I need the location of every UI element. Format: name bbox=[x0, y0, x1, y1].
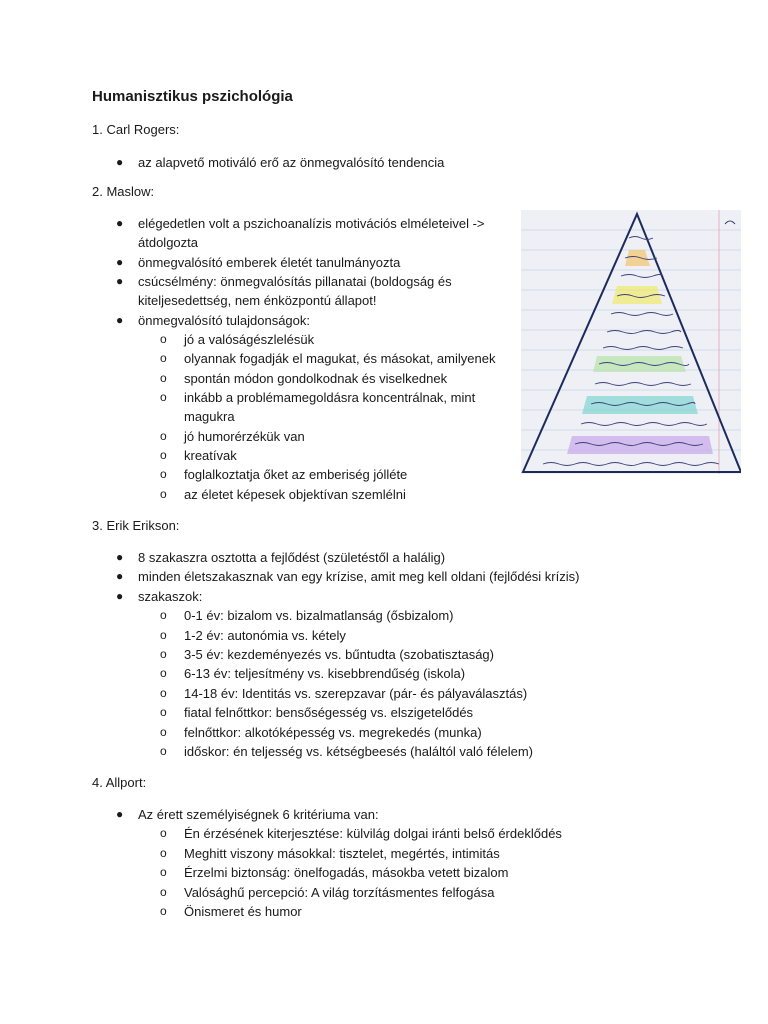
circle-bullet-icon: o bbox=[160, 351, 167, 365]
circle-bullet-icon: o bbox=[160, 628, 167, 642]
sub-item-continuation: magukra bbox=[184, 409, 235, 424]
sub-item: o foglalkoztatja őket az emberiség jólléte bbox=[160, 467, 408, 482]
section-heading-allport: 4. Allport: bbox=[92, 775, 147, 790]
sub-item: o inkább a problémamegoldásra koncentrálnak, mint bbox=[160, 390, 476, 405]
circle-bullet-icon: o bbox=[160, 725, 167, 739]
bullet-icon: ● bbox=[116, 807, 124, 821]
sub-item: o Valósághű percepció: A világ torzításmentes felfogása bbox=[160, 885, 495, 900]
circle-bullet-icon: o bbox=[160, 332, 167, 346]
list-item: ● 8 szakaszra osztotta a fejlődést (születéstől a halálig) bbox=[116, 550, 446, 565]
circle-bullet-icon: o bbox=[160, 390, 167, 404]
sub-item: o Meghitt viszony másokkal: tisztelet, megértés, intimitás bbox=[160, 846, 500, 861]
circle-bullet-icon: o bbox=[160, 371, 167, 385]
circle-bullet-icon: o bbox=[160, 448, 167, 462]
sub-item: o 14-18 év: Identitás vs. szerepzavar (pár- és pályaválasztás) bbox=[160, 686, 528, 701]
circle-bullet-icon: o bbox=[160, 647, 167, 661]
sub-item: o 1-2 év: autonómia vs. kétely bbox=[160, 628, 346, 643]
section-heading-erikson: 3. Erik Erikson: bbox=[92, 518, 180, 533]
circle-bullet-icon: o bbox=[160, 487, 167, 501]
sub-item: o fiatal felnőttkor: bensőségesség vs. elszigetelődés bbox=[160, 705, 474, 720]
sub-item: o jó humorérzékük van bbox=[160, 429, 305, 444]
sub-item: o Én érzésének kiterjesztése: külvilág dolgai iránti belső érdeklődés bbox=[160, 826, 562, 841]
page-title: Humanisztikus pszichológia bbox=[92, 88, 293, 105]
bullet-icon: ● bbox=[116, 216, 124, 230]
sub-item: o felnőttkor: alkotóképesség vs. megrekedés (munka) bbox=[160, 725, 482, 740]
circle-bullet-icon: o bbox=[160, 686, 167, 700]
bullet-icon: ● bbox=[116, 569, 124, 583]
bullet-icon: ● bbox=[116, 550, 124, 564]
circle-bullet-icon: o bbox=[160, 666, 167, 680]
circle-bullet-icon: o bbox=[160, 826, 167, 840]
sub-item: o 3-5 év: kezdeményezés vs. bűntudta (szobatisztaság) bbox=[160, 647, 494, 662]
list-item: ● szakaszok: bbox=[116, 589, 203, 604]
list-item: ● önmegvalósító tulajdonságok: bbox=[116, 313, 311, 328]
bullet-icon: ● bbox=[116, 155, 124, 169]
sub-item: o spontán módon gondolkodnak és viselkednek bbox=[160, 371, 448, 386]
list-item: ● Az érett személyiségnek 6 kritériuma van: bbox=[116, 807, 379, 822]
sub-item: o Érzelmi biztonság: önelfogadás, másokba vetett bizalom bbox=[160, 865, 509, 880]
circle-bullet-icon: o bbox=[160, 846, 167, 860]
sub-item: o az életet képesek objektívan szemlélni bbox=[160, 487, 406, 502]
list-item: ● minden életszakasznak van egy krízise, amit meg kell oldani (fejlődési krízis) bbox=[116, 569, 580, 584]
sub-item: o 0-1 év: bizalom vs. bizalmatlanság (ősbizalom) bbox=[160, 608, 454, 623]
sub-item: o Önismeret és humor bbox=[160, 904, 302, 919]
circle-bullet-icon: o bbox=[160, 744, 167, 758]
circle-bullet-icon: o bbox=[160, 429, 167, 443]
list-item: ● elégedetlen volt a pszichoanalízis motivációs elméleteivel -> bbox=[116, 216, 485, 231]
sub-item: o olyannak fogadják el magukat, és másokat, amilyenek bbox=[160, 351, 496, 366]
sub-item: o kreatívak bbox=[160, 448, 237, 463]
bullet-icon: ● bbox=[116, 255, 124, 269]
list-item: ● az alapvető motiváló erő az önmegvalósító tendencia bbox=[116, 155, 445, 170]
list-item: ● csúcsélmény: önmegvalósítás pillanatai (boldogság és bbox=[116, 274, 452, 289]
circle-bullet-icon: o bbox=[160, 467, 167, 481]
bullet-icon: ● bbox=[116, 313, 124, 327]
list-item: ● önmegvalósító emberek életét tanulmányozta bbox=[116, 255, 401, 270]
sub-item: o jó a valóságészlelésük bbox=[160, 332, 315, 347]
bullet-icon: ● bbox=[116, 274, 124, 288]
circle-bullet-icon: o bbox=[160, 865, 167, 879]
section-heading-maslow: 2. Maslow: bbox=[92, 184, 155, 199]
sub-item: o 6-13 év: teljesítmény vs. kisebbrendűség (iskola) bbox=[160, 666, 466, 681]
circle-bullet-icon: o bbox=[160, 885, 167, 899]
handwritten-pyramid-photo bbox=[521, 210, 741, 474]
bullet-icon: ● bbox=[116, 589, 124, 603]
list-item-continuation: átdolgozta bbox=[138, 235, 198, 250]
circle-bullet-icon: o bbox=[160, 705, 167, 719]
circle-bullet-icon: o bbox=[160, 904, 167, 918]
section-heading-rogers: 1. Carl Rogers: bbox=[92, 122, 180, 137]
circle-bullet-icon: o bbox=[160, 608, 167, 622]
sub-item: o időskor: én teljesség vs. kétségbeesés (haláltól való félelem) bbox=[160, 744, 534, 759]
list-item-continuation: kiteljesedettség, nem énközpontú állapot! bbox=[138, 293, 377, 308]
